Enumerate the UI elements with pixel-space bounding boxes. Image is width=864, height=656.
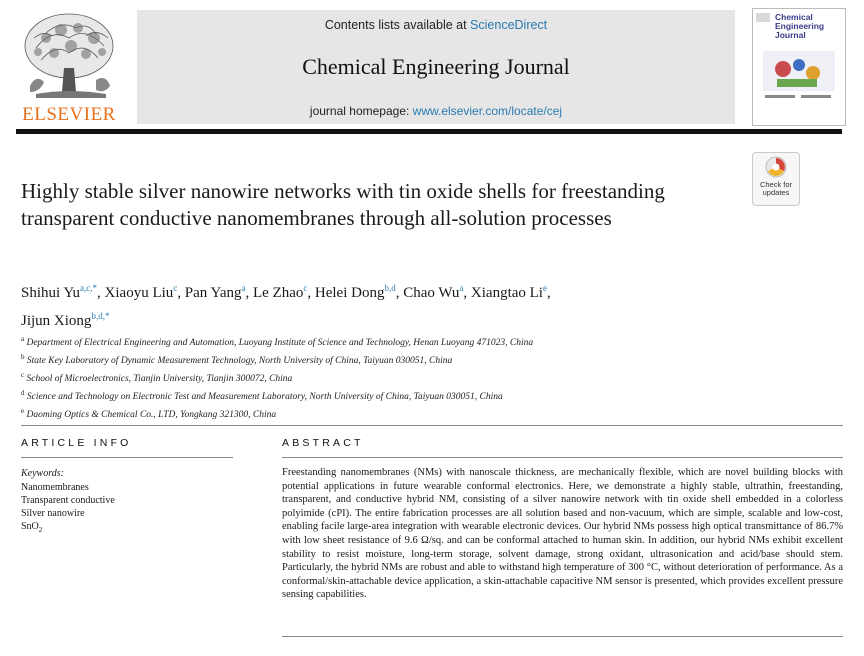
affiliation-item: $^b$ State Key Laboratory of Dynamic Measurement Technology, North University of China, Taiyuan 030051, China — [21, 353, 453, 366]
keyword-item[interactable]: Transparent conductive — [21, 495, 115, 506]
check-updates-icon — [753, 153, 799, 181]
abstract-rule — [282, 457, 843, 458]
homepage-line — [137, 104, 735, 118]
keyword-item[interactable]: Nanomembranes — [21, 482, 89, 493]
affiliation-item: $^a$ Department of Electrical Engineering and Automation, Luoyang Institute of Science and Technology, Henan Luoyang 471023, China — [21, 335, 534, 348]
author[interactable]: Xiangtao Li$^e$ — [470, 283, 547, 301]
abstract-heading: ABSTRACT — [282, 437, 364, 449]
author[interactable]: Shihui $Yu^{a,c,*}$ — [21, 283, 98, 301]
author[interactable]: Chao Wu$^a$ — [403, 283, 464, 301]
contents-line — [137, 18, 735, 32]
section-rule-top — [21, 425, 843, 426]
keywords-label: Keywords: — [21, 468, 64, 479]
author[interactable]: Xiaoyu Liu$^c$ — [104, 283, 178, 301]
article-info-rule — [21, 457, 233, 458]
affiliation-item: $^e$ Daoming Optics & Chemical Co., LTD, Yongkang 321300, China — [21, 407, 277, 420]
homepage-prefix: journal homepage: — [309, 104, 413, 118]
abstract-text: Freestanding nanomembranes (NMs) with nanoscale thickness, are mechanically flexible, which are novel building blocks with potential applications in future wearable conformal electronics. Here, we demonstrate a highly stable, ultrathin, freestanding, transparent, and conductive hybrid NM, consisting of a silver nanowire network with tin oxide shell embedded in a colorless polyimide (cPI). The entire fabrication processes are all solution based and non-vacuum, which are simple, scalable and low-cost, enabling facile large-area integration with wearable electronic devices. Our hybrid NMs possess high optical transmittance of 86.7% with low sheet resistance of 9.6 Ω/sq. and can be conformal attached to human skin. In addition, our hybrid NMs exhibit excellent stability to resist moisture, long-term storage, solvent damage, strong oxidant, ultrasonication and acid/base should stem. Particularly, the hybrid NMs are robust and able to withstand high temperature of 300 °C, without deterioration of performance. As a conformal/skin-attachable device application, a skin-attachable capacitive NM sensor is presented, which provides excellent pressure sensing capabilities. — [282, 467, 843, 601]
keyword-list — [21, 481, 115, 537]
author[interactable]: Pan Yang$^a$ — [184, 283, 246, 301]
check-for-updates-button[interactable] — [752, 152, 800, 206]
abstract-rule-bottom — [282, 636, 843, 637]
header-rule — [16, 129, 842, 134]
author[interactable]: Jijun Xiong$^{b,d,*}$ — [21, 311, 110, 329]
article-info-heading: ARTICLE INFO — [21, 437, 132, 449]
journal-title: Chemical Engineering Journal — [302, 54, 570, 79]
author[interactable]: Helei Dong$^{b,d}$ — [314, 283, 396, 301]
journal-cover-thumbnail[interactable] — [752, 8, 846, 126]
affiliation-item: $^d$ Science and Technology on Electronic Test and Measurement Laboratory, North University of China, Taiyuan 030051, China — [21, 389, 503, 402]
author-list: Shihui $Yu^{a,c,*}$, Xiaoyu Liu$^c$, Pan Yang$^a$, Le Zhao$^c$, Helei Dong$^{b,d}$, Chao Wu$^a$, Xiangtao Li$^e$, Jijun Xiong$^{b,d,*}$ — [21, 283, 551, 329]
cover-title: Chemical Engineering Journal — [775, 12, 825, 40]
keyword-item[interactable]: Silver nanowire — [21, 508, 85, 519]
author[interactable]: Le Zhao$^c$ — [252, 283, 308, 301]
sciencedirect-link[interactable]: ScienceDirect — [470, 18, 548, 32]
check-updates-label: Check for updates — [759, 180, 793, 197]
contents-prefix: Contents lists available at — [324, 18, 471, 32]
affiliation-list — [21, 332, 821, 422]
affiliation-item: $^c$ School of Microelectronics, Tianjin University, Tianjin 300072, China — [21, 371, 293, 384]
publisher-wordmark[interactable]: ELSEVIER — [22, 104, 116, 125]
article-title: Highly stable silver nanowire networks with tin oxide shells for freestanding transparent conductive nanomembranes through all-solution processes — [21, 179, 665, 230]
journal-homepage-link[interactable]: www.elsevier.com/locate/cej — [412, 104, 563, 118]
keyword-item[interactable]: SnO$_2$ — [21, 521, 43, 534]
